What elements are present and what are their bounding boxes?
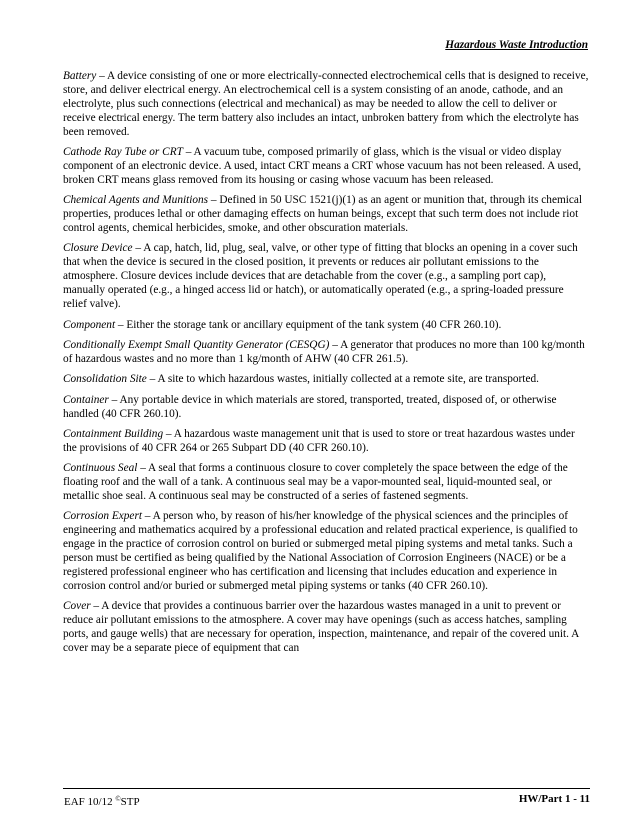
definitions-list	[63, 70, 590, 663]
definition-term: Continuous Seal	[63, 462, 138, 475]
definition-term: Container	[63, 393, 109, 406]
definition-term: Containment Building	[63, 427, 164, 440]
definition-text: – A device that provides a continuous barrier over the hazardous wastes managed in a unit to prevent or reduce air pollutant emissions to the atmosphere. A cover may have openings (such as access hatches, sampling ports, and gauge wells) that are necessary for operation, inspection, maintenance, and repair of the covered unit. A cover may be a separate piece of equipment that can	[63, 600, 579, 655]
definition-term: Battery	[63, 70, 97, 82]
definition-cover	[63, 600, 590, 656]
footer-edition	[64, 793, 140, 809]
definition-term: Corrosion Expert	[63, 510, 142, 523]
definition-closure-device	[63, 242, 590, 312]
definition-text: – Any portable device in which materials are stored, transported, treated, disposed of, or otherwise handled (40 CFR 260.10).	[63, 393, 557, 420]
definition-containment-building	[63, 428, 590, 456]
page-header-title: Hazardous Waste Introduction	[445, 39, 588, 51]
definition-cesqg	[63, 339, 590, 367]
definition-term: Consolidation Site	[63, 373, 147, 386]
definition-continuous-seal	[63, 462, 590, 504]
definition-corrosion-expert	[63, 510, 590, 593]
definition-text: – A vacuum tube, composed primarily of glass, which is the visual or video display component of an electronic device. A used, intact CRT means a CRT whose vacuum has not been released. A used, broken CRT means glass removed from its housing or casing whose vacuum has been released.	[63, 146, 582, 186]
footer-page-number: HW/Part 1 - 11	[518, 793, 590, 805]
definition-text: – A site to which hazardous wastes, initially collected at a remote site, are transported.	[146, 373, 539, 386]
definition-term: Component	[63, 318, 116, 331]
footer-divider	[63, 788, 590, 789]
definition-crt	[63, 146, 590, 188]
definition-term: Closure Device	[63, 242, 133, 255]
definition-text: – A device consisting of one or more electrically-connected electrochemical cells that is designed to receive, store, and deliver electrical energy. An electrochemical cell is a system consisting of an anode, cathode, and an electrolyte, plus such connections (electrical and mechanical) as may be needed to allow the cell to deliver or receive electrical energy. The term battery also includes an intact, unbroken battery from which the electrolyte has been removed.	[63, 70, 589, 138]
definition-text: – A generator that produces no more than 100 kg/month of hazardous wastes and no more than 1 kg/month of AHW (40 CFR 261.5).	[63, 338, 585, 365]
copyright-mark: ©	[115, 795, 121, 803]
definition-text: – Defined in 50 USC 1521(j)(1) as an agent or munition that, through its chemical properties, produces lethal or other damaging effects on human beings, except that such term does not include riot control agents, chemical herbicides, smoke, and other obscuration materials.	[63, 194, 583, 235]
footer-edition-text: EAF 10/12	[64, 796, 116, 808]
definition-text: – A person who, by reason of his/her knowledge of the physical sciences and the principles of engineering and mathematics acquired by a professional education and related practical experience, is qualified to engage in the practice of corrosion control on buried or submerged metal piping systems and metal tanks. Such a person must be certified as being qualified by the National Association of Corrosion Engineers (NACE) or be a registered professional engineer who has certification and licensing that includes education and experience in corrosion control and/or buried or submerged metal piping systems or tanks (40 CFR 260.10).	[63, 510, 578, 592]
definition-text: – A hazardous waste management unit that is used to store or treat hazardous wastes under the provisions of 40 CFR 264 or 265 Subpart DD (40 CFR 260.10).	[63, 427, 575, 454]
definition-term: Chemical Agents and Munitions	[63, 194, 209, 207]
definition-text: – Either the storage tank or ancillary equipment of the tank system (40 CFR 260.10).	[115, 318, 502, 331]
definition-text: – A seal that forms a continuous closure to cover completely the space between the edge of the floating roof and the wall of a tank. A continuous seal may be a vapor-mounted seal, liquid-mounted seal, or metallic shoe seal. A continuous seal may be constructed of a series of fastened segments.	[63, 462, 568, 503]
definition-consolidation-site	[63, 373, 590, 387]
definition-component	[63, 319, 590, 333]
definition-term: Cathode Ray Tube or CRT	[63, 146, 183, 159]
definition-term: Cover	[63, 600, 91, 613]
definition-container	[63, 394, 590, 422]
definition-chemical-agents	[63, 194, 590, 236]
definition-term: Conditionally Exempt Small Quantity Generator (CESQG)	[63, 338, 330, 351]
definition-battery	[63, 70, 590, 140]
definition-text: – A cap, hatch, lid, plug, seal, valve, or other type of fitting that blocks an opening in a cover such that when the device is secured in the closed position, it prevents or reduces air pollutant emissions to the atmosphere. Closure devices include devices that are detachable from the cover (e.g., a sampling port cap), manually operated (e.g., a hinged access lid or hatch), or automatically operated (e.g., a spring-loaded pressure relief valve).	[63, 242, 578, 311]
footer-edition-org: STP	[120, 796, 140, 808]
